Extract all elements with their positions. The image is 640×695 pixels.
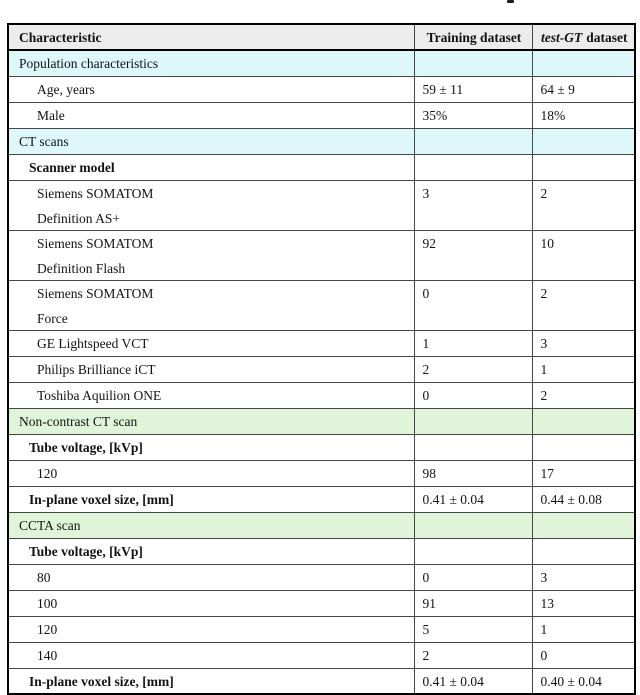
training-value-cell bbox=[414, 434, 532, 460]
table-row bbox=[8, 408, 635, 434]
training-value-cell bbox=[414, 512, 532, 538]
characteristic-cell: 120 bbox=[8, 616, 414, 642]
characteristic-line: Force bbox=[37, 310, 68, 326]
characteristic-cell: Toshiba Aquilion ONE bbox=[8, 382, 414, 408]
training-value-cell: 0.41 ± 0.04 bbox=[414, 668, 532, 694]
characteristic-cell: Tube voltage, [kVp] bbox=[8, 538, 414, 564]
test-gt-value-cell: 13 bbox=[532, 590, 635, 616]
characteristic-line: Siemens SOMATOM bbox=[37, 235, 154, 251]
table-header-row bbox=[8, 24, 635, 50]
characteristic-cell: 120 bbox=[8, 460, 414, 486]
training-value-cell bbox=[414, 408, 532, 434]
characteristic-cell: Population characteristics bbox=[8, 50, 414, 76]
header-test-gt-italic: test-GT bbox=[541, 30, 583, 45]
characteristic-cell: GE Lightspeed VCT bbox=[8, 330, 414, 356]
characteristic-cell: In-plane voxel size, [mm] bbox=[8, 486, 414, 512]
test-gt-value-cell: 3 bbox=[532, 564, 635, 590]
training-value-cell bbox=[414, 50, 532, 76]
characteristic-line: Definition Flash bbox=[37, 260, 126, 276]
table-row bbox=[8, 76, 635, 102]
test-gt-value-cell: 2 bbox=[532, 280, 635, 330]
header-training-dataset: Training dataset bbox=[414, 24, 532, 50]
table-row bbox=[8, 434, 635, 460]
training-value-cell: 2 bbox=[414, 642, 532, 668]
characteristic-cell: Male bbox=[8, 102, 414, 128]
test-gt-value-cell: 1 bbox=[532, 356, 635, 382]
characteristic-line: Definition AS+ bbox=[37, 210, 120, 226]
characteristic-cell: Philips Brilliance iCT bbox=[8, 356, 414, 382]
characteristic-cell: 100 bbox=[8, 590, 414, 616]
characteristic-cell: CT scans bbox=[8, 128, 414, 154]
training-value-cell: 2 bbox=[414, 356, 532, 382]
test-gt-value-cell bbox=[532, 128, 635, 154]
training-value-cell: 98 bbox=[414, 460, 532, 486]
test-gt-value-cell: 1 bbox=[532, 616, 635, 642]
test-gt-value-cell: 2 bbox=[532, 382, 635, 408]
characteristic-cell bbox=[8, 180, 414, 230]
test-gt-value-cell bbox=[532, 408, 635, 434]
test-gt-value-cell: 17 bbox=[532, 460, 635, 486]
characteristic-cell: Tube voltage, [kVp] bbox=[8, 434, 414, 460]
test-gt-value-cell bbox=[532, 512, 635, 538]
training-value-cell: 0 bbox=[414, 564, 532, 590]
table-row bbox=[8, 128, 635, 154]
table-row bbox=[8, 180, 635, 230]
characteristic-cell: 80 bbox=[8, 564, 414, 590]
training-value-cell: 1 bbox=[414, 330, 532, 356]
characteristic-cell: Age, years bbox=[8, 76, 414, 102]
test-gt-value-cell: 0.40 ± 0.04 bbox=[532, 668, 635, 694]
test-gt-value-cell: 64 ± 9 bbox=[532, 76, 635, 102]
table-row bbox=[8, 668, 635, 694]
table-row bbox=[8, 154, 635, 180]
test-gt-value-cell: 0.44 ± 0.08 bbox=[532, 486, 635, 512]
characteristic-cell: Scanner model bbox=[8, 154, 414, 180]
training-value-cell bbox=[414, 154, 532, 180]
table-row bbox=[8, 50, 635, 76]
table-row bbox=[8, 538, 635, 564]
training-value-cell: 5 bbox=[414, 616, 532, 642]
characteristic-cell: In-plane voxel size, [mm] bbox=[8, 668, 414, 694]
table-row bbox=[8, 280, 635, 330]
training-value-cell: 35% bbox=[414, 102, 532, 128]
table-row bbox=[8, 230, 635, 280]
test-gt-value-cell bbox=[532, 434, 635, 460]
test-gt-value-cell bbox=[532, 154, 635, 180]
characteristic-cell bbox=[8, 280, 414, 330]
training-value-cell bbox=[414, 538, 532, 564]
characteristic-cell: Non-contrast CT scan bbox=[8, 408, 414, 434]
table-row bbox=[8, 486, 635, 512]
test-gt-value-cell: 0 bbox=[532, 642, 635, 668]
training-value-cell bbox=[414, 128, 532, 154]
test-gt-value-cell: 10 bbox=[532, 230, 635, 280]
characteristics-table-container bbox=[7, 23, 634, 695]
table-row bbox=[8, 330, 635, 356]
header-test-gt-dataset bbox=[532, 24, 635, 50]
table-row bbox=[8, 460, 635, 486]
training-value-cell: 59 ± 11 bbox=[414, 76, 532, 102]
test-gt-value-cell bbox=[532, 50, 635, 76]
characteristic-cell: 140 bbox=[8, 642, 414, 668]
clipped-title-fragment bbox=[507, 0, 514, 3]
table-row bbox=[8, 616, 635, 642]
test-gt-value-cell: 18% bbox=[532, 102, 635, 128]
table-body bbox=[8, 50, 635, 694]
table-row bbox=[8, 642, 635, 668]
training-value-cell: 0 bbox=[414, 382, 532, 408]
characteristic-line: Siemens SOMATOM bbox=[37, 285, 154, 301]
test-gt-value-cell: 3 bbox=[532, 330, 635, 356]
test-gt-value-cell: 2 bbox=[532, 180, 635, 230]
training-value-cell: 0 bbox=[414, 280, 532, 330]
characteristics-table bbox=[7, 23, 636, 695]
table-row bbox=[8, 512, 635, 538]
header-test-gt-rest: dataset bbox=[586, 30, 628, 45]
training-value-cell: 3 bbox=[414, 180, 532, 230]
characteristic-cell: CCTA scan bbox=[8, 512, 414, 538]
training-value-cell: 91 bbox=[414, 590, 532, 616]
table-row bbox=[8, 590, 635, 616]
header-characteristic: Characteristic bbox=[8, 24, 414, 50]
training-value-cell: 0.41 ± 0.04 bbox=[414, 486, 532, 512]
characteristic-cell bbox=[8, 230, 414, 280]
training-value-cell: 92 bbox=[414, 230, 532, 280]
table-row bbox=[8, 564, 635, 590]
test-gt-value-cell bbox=[532, 538, 635, 564]
table-row bbox=[8, 102, 635, 128]
table-row bbox=[8, 356, 635, 382]
table-row bbox=[8, 382, 635, 408]
characteristic-line: Siemens SOMATOM bbox=[37, 185, 154, 201]
